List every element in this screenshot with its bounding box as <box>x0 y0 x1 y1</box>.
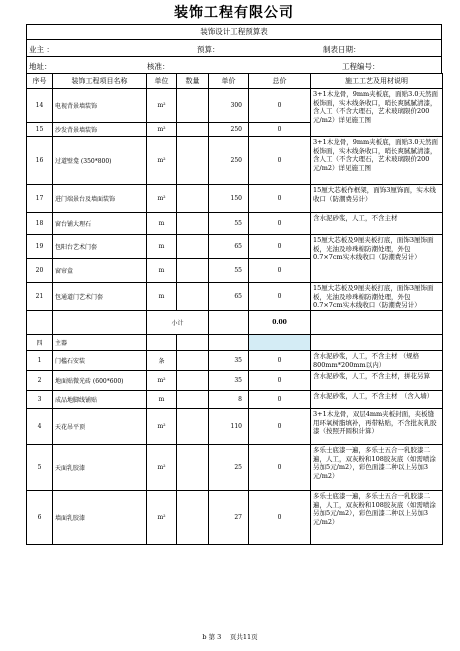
row-qty <box>177 491 209 545</box>
row-name: 窗台铺大理石 <box>53 213 147 235</box>
row-unit: m <box>147 235 177 259</box>
row-total: 0 <box>249 491 311 545</box>
row-price: 55 <box>209 213 249 235</box>
table-row <box>27 89 443 123</box>
section-row <box>27 335 443 351</box>
row-qty <box>177 371 209 391</box>
sheet <box>26 2 442 545</box>
row-name: 天面乳胶漆 <box>53 445 147 491</box>
row-note: 含水泥砂浆，人工，不含主材 （规格800mm*200mm以内） <box>311 351 443 371</box>
table-row <box>27 445 443 491</box>
row-note: 多乐士底漆一遍，多乐士五合一乳胶漆二遍，人工，双灰粉和108胶灰底（如需喷涂另加5元/m2），彩色面漆二种以上另加3元/m2） <box>311 445 443 491</box>
row-name: 过道壁龛 (350*800) <box>53 137 147 185</box>
row-name: 成品地脚线铺贴 <box>53 391 147 409</box>
row-name: 电视背景墙装饰 <box>53 89 147 123</box>
row-unit: m² <box>147 409 177 445</box>
row-unit: m <box>147 213 177 235</box>
subtotal-value: 0.00 <box>249 311 311 335</box>
verify-label: 核准： <box>147 62 170 71</box>
row-total: 0 <box>249 137 311 185</box>
row-name: 进门端景台及墙面装饰 <box>53 185 147 213</box>
row-note: 15厘大芯板及9厘夹板打底，面饰3厘饰面板，光油及珍珠棉防潮处理，外包0.7×7cm实木线收口（防潮费另计） <box>311 283 443 311</box>
row-price: 8 <box>209 391 249 409</box>
row-price: 150 <box>209 185 249 213</box>
row-qty <box>177 259 209 283</box>
row-total: 0 <box>249 123 311 137</box>
subtotal-label: 小计 <box>147 311 209 335</box>
row-note: 3+1木龙骨，9mm夹板底，面贴3.0天然面板饰面，实木线条收口，哨长爽腻腻清漆，含人工（不含大理石，艺术玻璃限价200元/m2）详见施工图 <box>311 137 443 185</box>
row-note: 15厘大芯板及9厘夹板打底，面饰3厘饰面板，光油及珍珠棉防潮处理，外包0.7×7cm实木线收口（防潮费另计） <box>311 235 443 283</box>
table-row <box>27 185 443 213</box>
row-price: 55 <box>209 259 249 283</box>
row-qty <box>177 137 209 185</box>
row-price: 27 <box>209 491 249 545</box>
row-no: 16 <box>27 137 53 185</box>
row-no: 1 <box>27 351 53 371</box>
row-note: 含水泥砂浆，人工，不含主材 <box>311 213 443 235</box>
row-name: 地面贴微光砖 (600*600) <box>53 371 147 391</box>
row-note: 3+1木龙骨，9mm夹板底，面贴3.0天然面板饰面，实木线条收口，哨长爽腻腻清漆，含人工（不含大理石，艺术玻璃限价200元/m2）详见施工图 <box>311 89 443 137</box>
row-no: 6 <box>27 491 53 545</box>
section-no: 四 <box>27 335 53 351</box>
row-unit: 条 <box>147 351 177 371</box>
row-price: 25 <box>209 445 249 491</box>
row-unit: m² <box>147 371 177 391</box>
row-total: 0 <box>249 351 311 371</box>
row-note: 3+1木龙骨，双层4mm夹板封面，夹板缝用环氧树脂填补，再带粘贴，不含批灰乳胶漆（按照开圆积计算） <box>311 409 443 445</box>
col-unit: 单位 <box>147 74 177 89</box>
table-row <box>27 235 443 259</box>
section-name: 主器 <box>53 335 147 351</box>
table-row <box>27 371 443 391</box>
row-unit: m <box>147 259 177 283</box>
row-total: 0 <box>249 213 311 235</box>
row-note: 含水泥砂浆，人工，不含主材，拼花另算 <box>311 371 443 391</box>
row-name: 墙面乳胶漆 <box>53 491 147 545</box>
row-total: 0 <box>249 235 311 259</box>
row-total: 0 <box>249 259 311 283</box>
table-row <box>27 409 443 445</box>
row-qty <box>177 89 209 123</box>
row-no: 4 <box>27 409 53 445</box>
row-note: 15厘大芯板作框架，面饰3厘饰面，实木线收口（防潮费另计） <box>311 185 443 213</box>
row-total: 0 <box>249 283 311 311</box>
row-qty <box>177 213 209 235</box>
row-name: 窗帘盒 <box>53 259 147 283</box>
date-label: 制表日期： <box>323 45 361 54</box>
row-price: 35 <box>209 371 249 391</box>
row-price: 250 <box>209 137 249 185</box>
row-note: 多乐士底漆一遍，多乐士五合一乳胶漆二遍，人工，双灰粉和108胶灰底（如需喷涂另加5元/m2），彩色面漆二种以上另加3元/m2） <box>311 491 443 545</box>
row-unit: m <box>147 283 177 311</box>
row-name: 包通道门艺术门套 <box>53 283 147 311</box>
row-no: 19 <box>27 235 53 259</box>
row-total: 0 <box>249 371 311 391</box>
row-qty <box>177 409 209 445</box>
row-price: 35 <box>209 351 249 371</box>
table-row <box>27 137 443 185</box>
col-price: 单价 <box>209 74 249 89</box>
info-row-1 <box>26 39 442 56</box>
table-row <box>27 351 443 371</box>
row-name: 门槛石安装 <box>53 351 147 371</box>
row-qty <box>177 123 209 137</box>
table-subtitle: 装饰设计工程预算表 <box>26 24 442 39</box>
row-price: 110 <box>209 409 249 445</box>
row-price: 65 <box>209 235 249 259</box>
table-row <box>27 213 443 235</box>
budget-label: 预算： <box>197 45 220 54</box>
row-unit: m² <box>147 123 177 137</box>
row-price: 250 <box>209 123 249 137</box>
col-no: 序号 <box>27 74 53 89</box>
row-unit: m² <box>147 185 177 213</box>
row-total: 0 <box>249 391 311 409</box>
selected-cell[interactable] <box>249 335 311 351</box>
row-qty <box>177 283 209 311</box>
row-total: 0 <box>249 185 311 213</box>
owner-label: 业主 ： <box>29 45 54 54</box>
row-no: 18 <box>27 213 53 235</box>
budget-table <box>26 73 443 545</box>
row-name: 沙发背景墙装饰 <box>53 123 147 137</box>
project-no-label: 工程编号： <box>342 62 380 71</box>
row-no: 15 <box>27 123 53 137</box>
row-name: 天花吊平顶 <box>53 409 147 445</box>
col-note: 施工工艺及用材说明 <box>311 74 443 89</box>
row-price: 65 <box>209 283 249 311</box>
row-no: 14 <box>27 89 53 123</box>
subtotal-row <box>27 311 443 335</box>
row-unit: m² <box>147 445 177 491</box>
row-unit: m² <box>147 89 177 123</box>
row-qty <box>177 185 209 213</box>
row-no: 3 <box>27 391 53 409</box>
col-total: 总价 <box>249 74 311 89</box>
row-name: 包阳台艺术门套 <box>53 235 147 259</box>
table-row <box>27 491 443 545</box>
row-no: 5 <box>27 445 53 491</box>
row-price: 300 <box>209 89 249 123</box>
row-no: 20 <box>27 259 53 283</box>
row-total: 0 <box>249 89 311 123</box>
row-unit: m² <box>147 137 177 185</box>
row-qty <box>177 391 209 409</box>
row-no: 21 <box>27 283 53 311</box>
row-qty <box>177 351 209 371</box>
row-total: 0 <box>249 409 311 445</box>
table-row <box>27 283 443 311</box>
table-row <box>27 391 443 409</box>
row-no: 2 <box>27 371 53 391</box>
header-row <box>27 74 443 89</box>
page-footer: b 第 3 页共11页 <box>202 633 258 641</box>
row-total: 0 <box>249 445 311 491</box>
row-unit: m <box>147 391 177 409</box>
col-qty: 数量 <box>177 74 209 89</box>
row-qty <box>177 445 209 491</box>
row-unit: m² <box>147 491 177 545</box>
row-qty <box>177 235 209 259</box>
company-title: 装饰工程有限公司 <box>174 5 294 21</box>
row-no: 17 <box>27 185 53 213</box>
row-note: 含水泥砂浆，人工，不含主材 （含入墙） <box>311 391 443 409</box>
address-label: 地址： <box>29 62 52 71</box>
col-name: 装饰工程项目名称 <box>53 74 147 89</box>
info-row-2 <box>26 56 442 73</box>
